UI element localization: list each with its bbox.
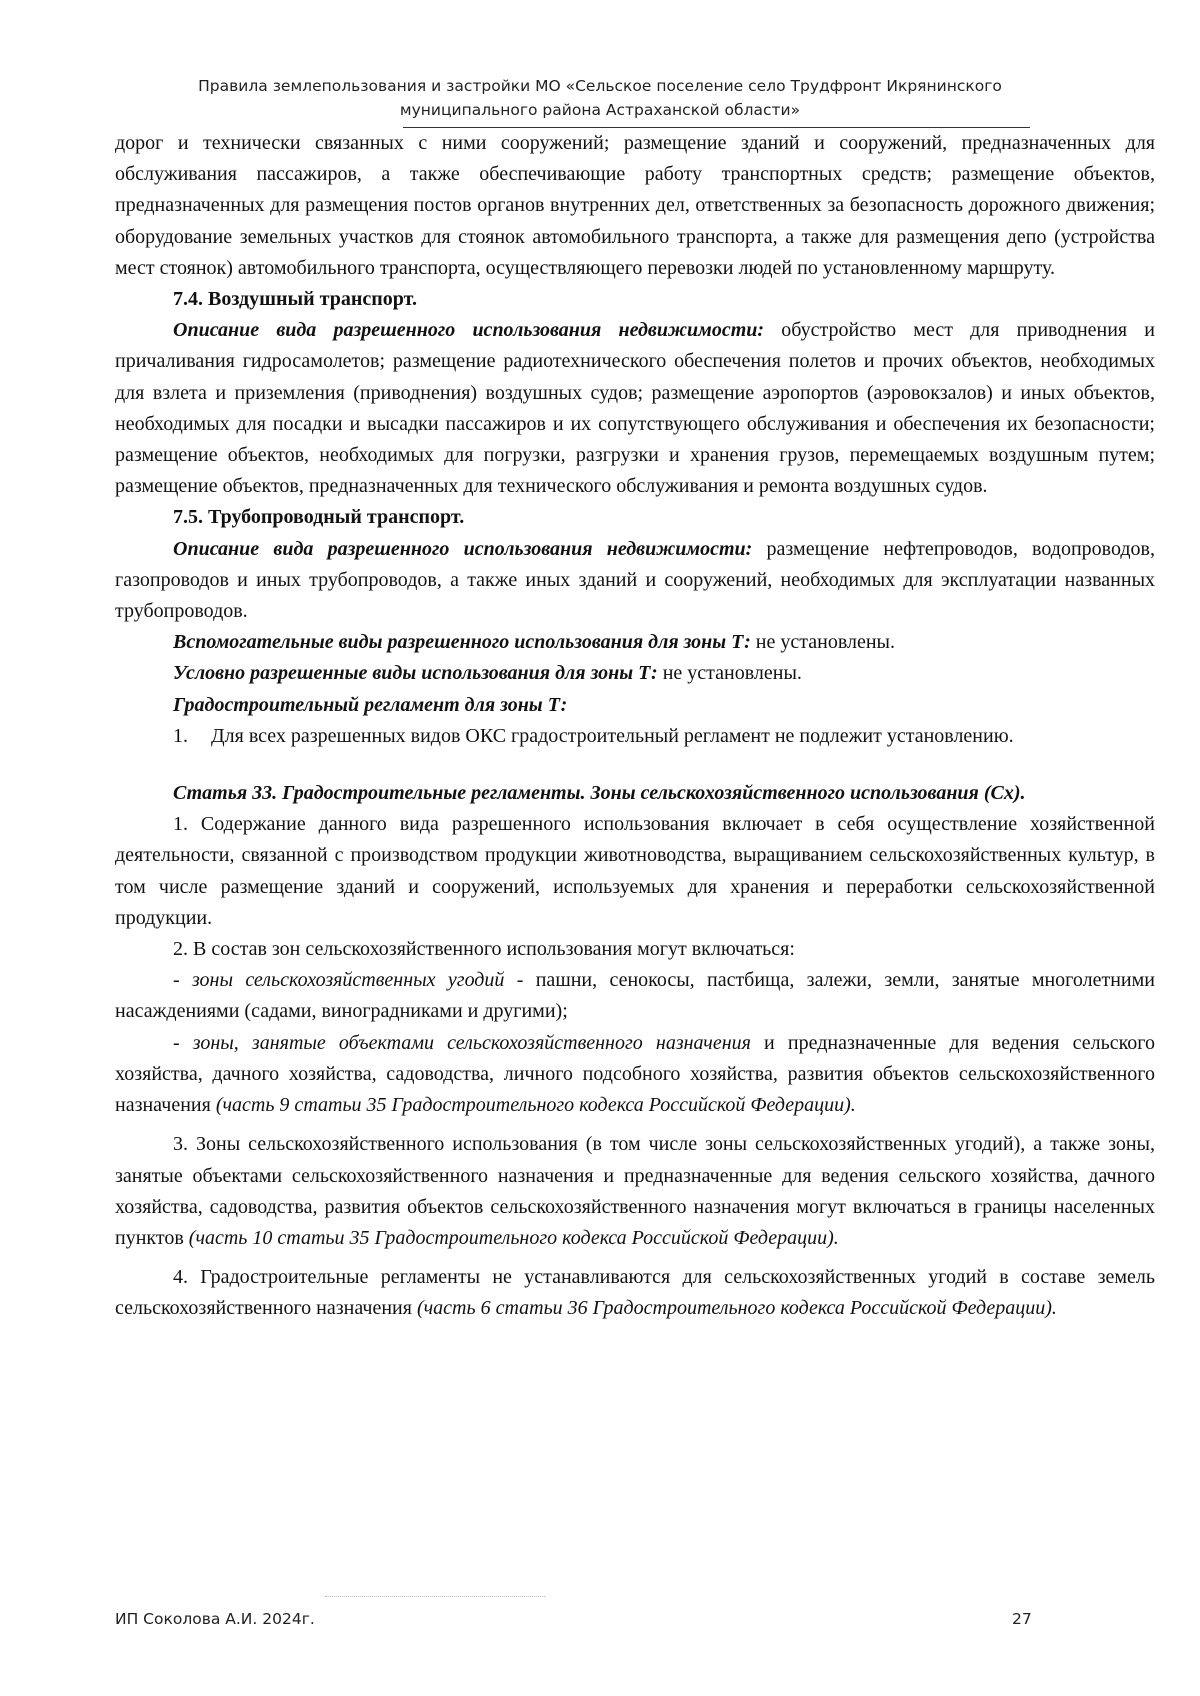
description-label: Описание вида разрешенного использования недвижимости: <box>173 537 753 560</box>
footer-divider <box>325 1596 545 1597</box>
auxiliary-uses <box>115 627 1155 658</box>
header-line-1: Правила землепользования и застройки МО «Сельское поселение село Трудфронт Икрянинского <box>198 77 1002 95</box>
description-label: Описание вида разрешенного использования недвижимости: <box>173 319 765 342</box>
paragraph-continued: дорог и технически связанных с ними сооружений; размещение зданий и сооружений, предназначенных для обслуживания пассажиров, а также обеспечивающие работу транспортных средств; размещение объектов, предназначенных для размещения постов органов внутренних дел, ответственных за безопасность дорожного движения; оборудование земельных участков для стоянок автомобильного транспорта, а также для размещения депо (устройства мест стоянок) автомобильного транспорта, осуществляющего перевозки людей по установленному маршруту. <box>115 132 1155 279</box>
page-header <box>150 74 1050 122</box>
footer-author: ИП Соколова А.И. 2024г. <box>115 1610 315 1628</box>
document-body <box>115 128 1155 1325</box>
paragraph-2a-text: - пашни, сенокосы, пастбища, залежи, земли, занятые многолетними насаждениями (садами, виноградниками и другими); <box>115 969 1155 1023</box>
paragraph-4-text: 4. Градостроительные регламенты не устанавливаются для сельскохозяйственных угодий в составе земель сельскохозяйственного назначения <box>115 1266 1155 1320</box>
paragraph-3-reference: (часть 10 статьи 35 Градостроительного кодекса Российской Федерации). <box>188 1226 839 1249</box>
auxiliary-uses-text: не установлены. <box>750 631 895 654</box>
paragraph-2b-text: и предназначенные для ведения сельского хозяйства, дачного хозяйства, садоводства, личного подсобного хозяйства, развития объектов сельскохозяйственного назначения <box>115 1031 1155 1117</box>
paragraph-7-5 <box>115 534 1155 628</box>
article-title: Статья 33. Градостроительные регламенты. Зоны сельскохозяйственного использования (Сх). <box>173 782 1026 805</box>
conditional-uses-label: Условно разрешенные виды использования для зоны Т: <box>173 662 658 685</box>
paragraph-2a <box>115 965 1155 1027</box>
conditional-uses-text: не установлены. <box>657 662 802 685</box>
list-item-text: Для всех разрешенных видов ОКС градостроительный регламент не подлежит установлению. <box>211 724 1014 747</box>
section-heading-7-4: 7.4. Воздушный транспорт. <box>173 288 417 311</box>
paragraph-2b-italic: - зоны, занятые объектами сельскохозяйственного назначения <box>173 1031 751 1054</box>
paragraph-1: 1. Содержание данного вида разрешенного использования включает в себя осуществление хозяйственной деятельности, связанной с производством продукции животноводства, выращиванием сельскохозяйственных культур, в том числе размещение зданий и сооружений, используемых для хранения и переработки сельскохозяйственной продукции. <box>115 813 1155 929</box>
spacer <box>115 1254 1155 1262</box>
paragraph-7-5-text: размещение нефтепроводов, водопроводов, газопроводов и иных трубопроводов, а также иных зданий и сооружений, необходимых для эксплуатации названных трубопроводов. <box>115 537 1156 623</box>
header-line-2: муниципального района Астраханской области» <box>399 101 801 119</box>
paragraph-7-4-text: обустройство мест для приводнения и причаливания гидросамолетов; размещение радиотехнического обеспечения полетов и прочих объектов, необходимых для взлета и приземления (приводнения) воздушных судов; размещение аэропортов (аэровокзалов) и иных объектов, необходимых для посадки и высадки пассажиров и их сопутствующего обслуживания и обеспечения их безопасности; размещение объектов, необходимых для погрузки, разгрузки и хранения грузов, перемещаемых воздушным путем; размещение объектов, предназначенных для технического обслуживания и ремонта воздушных судов. <box>115 319 1156 498</box>
auxiliary-uses-label: Вспомогательные виды разрешенного использования для зоны Т: <box>173 631 751 654</box>
regulation-label: Градостроительный регламент для зоны Т: <box>173 693 568 716</box>
section-heading-7-5: 7.5. Трубопроводный транспорт. <box>173 506 465 529</box>
paragraph-4 <box>115 1262 1155 1324</box>
paragraph-2b <box>115 1028 1155 1122</box>
paragraph-2: 2. В состав зон сельскохозяйственного использования могут включаться: <box>173 938 795 961</box>
conditional-uses <box>115 658 1155 689</box>
list-item-number: 1. <box>173 724 188 747</box>
paragraph-3-text: 3. Зоны сельскохозяйственного использования (в том числе зоны сельскохозяйственных угодий), а также зоны, занятые объектами сельскохозяйственного назначения и предназначенные для ведения сельского хозяйства, дачного хозяйства, садоводства, развития объектов сельскохозяйственного назначения могут включаться в границы населенных пунктов <box>115 1133 1155 1249</box>
spacer <box>115 1121 1155 1129</box>
paragraph-3 <box>115 1129 1155 1254</box>
page-number: 27 <box>1012 1610 1032 1628</box>
spacer <box>115 752 1155 778</box>
paragraph-7-4 <box>115 315 1155 502</box>
list-item <box>115 721 1155 752</box>
paragraph-2b-reference: (часть 9 статьи 35 Градостроительного кодекса Российской Федерации). <box>215 1094 856 1117</box>
paragraph-4-reference: (часть 6 статьи 36 Градостроительного кодекса Российской Федерации). <box>416 1297 1057 1320</box>
paragraph-2a-italic: - зоны сельскохозяйственных угодий <box>173 969 505 992</box>
